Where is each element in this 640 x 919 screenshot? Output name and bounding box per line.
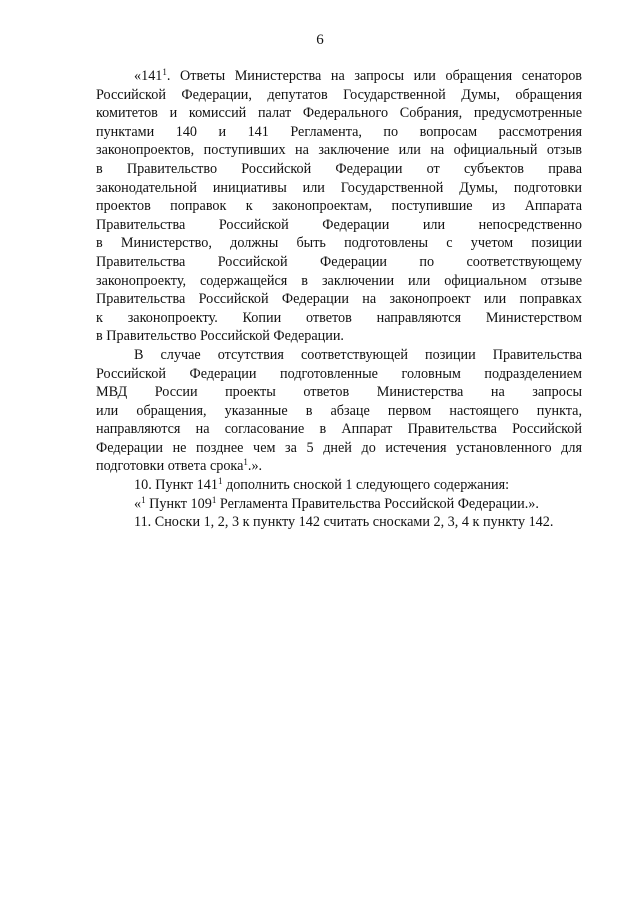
text-line <box>96 104 582 123</box>
text-line <box>96 197 582 216</box>
line-text: в Правительство Российской Федерации от субъектов права <box>96 160 582 177</box>
line-text: Правительства Российской Федерации по соответствующему <box>96 253 582 270</box>
text-line <box>96 383 582 402</box>
text-line <box>96 234 582 253</box>
text-line <box>96 309 582 328</box>
line-text-continued: Пункт 109 <box>145 495 212 512</box>
text-line <box>96 216 582 235</box>
line-text: Правительства Российской Федерации на законопроект или поправках <box>96 291 582 308</box>
line-text-continued: Регламента Правительства Российской Федерации.». <box>216 495 539 512</box>
text-line <box>96 420 582 439</box>
line-text: направляются на согласование в Аппарат Правительства Российской <box>96 421 582 438</box>
line-text-continued: дополнить сноской 1 следующего содержания: <box>222 477 510 494</box>
line-text-continued: .». <box>247 458 263 475</box>
line-text: 10. Пункт 141 <box>134 477 218 494</box>
text-line <box>96 67 582 86</box>
text-line <box>96 439 582 458</box>
superscript: 1 <box>211 494 217 505</box>
text-line <box>96 86 582 105</box>
line-text: в Правительство Российской Федерации. <box>96 328 344 345</box>
text-line <box>96 290 582 309</box>
line-text: Правительства Российской Федерации или непосредственно <box>96 216 582 233</box>
text-line <box>96 253 582 272</box>
line-text: или обращения, указанные в абзаце первом настоящего пункта, <box>96 402 582 419</box>
line-text-continued: . Ответы Министерства на запросы или обращения сенаторов <box>166 68 582 84</box>
text-line <box>96 179 582 198</box>
document-body <box>96 67 582 532</box>
text-line <box>96 327 582 346</box>
superscript: 1 <box>162 67 167 77</box>
line-text: «141 <box>134 68 163 84</box>
line-text: законопроекту, содержащейся в заключении или официальном отзыве <box>96 272 582 289</box>
line-text: Российской Федерации, депутатов Государственной Думы, обращения <box>96 86 582 103</box>
line-text: проектов поправок к законопроектам, поступившие из Аппарата <box>96 198 582 215</box>
line-text: комитетов и комиссий палат Федерального Собрания, предусмотренные <box>96 105 582 122</box>
superscript: 1 <box>243 457 248 468</box>
text-line <box>96 513 582 532</box>
line-text: Федерации не позднее чем за 5 дней до истечения установленного для <box>96 439 582 456</box>
line-text: Российской Федерации подготовленные головным подразделением <box>96 365 582 382</box>
superscript: 1 <box>141 494 146 505</box>
text-line <box>96 141 582 160</box>
text-line <box>96 457 582 476</box>
text-line <box>96 160 582 179</box>
line-text: в Министерство, должны быть подготовлены с учетом позиции <box>96 235 582 252</box>
line-text: к законопроекту. Копии ответов направляются Министерством <box>96 309 582 326</box>
line-text: В случае отсутствия соответствующей позиции Правительства <box>134 346 582 363</box>
text-line <box>96 346 582 365</box>
text-line <box>96 272 582 291</box>
line-text: 11. Сноски 1, 2, 3 к пункту 142 считать сносками 2, 3, 4 к пункту 142. <box>134 514 554 531</box>
line-text: пунктами 140 и 141 Регламента, по вопросам рассмотрения <box>96 123 582 140</box>
text-line <box>96 476 582 495</box>
page-number: 6 <box>316 32 324 48</box>
line-text: МВД России проекты ответов Министерства на запросы <box>96 384 582 401</box>
text-line <box>96 402 582 421</box>
line-text: законопроектов, поступивших на заключение или на официальный отзыв <box>96 142 582 159</box>
line-text: законодательной инициативы или Государственной Думы, подготовки <box>96 179 582 196</box>
text-line <box>96 123 582 142</box>
line-text: подготовки ответа срока <box>96 458 244 475</box>
superscript: 1 <box>217 476 223 487</box>
text-line <box>96 495 582 514</box>
line-text: « <box>134 495 142 512</box>
text-line <box>96 365 582 384</box>
